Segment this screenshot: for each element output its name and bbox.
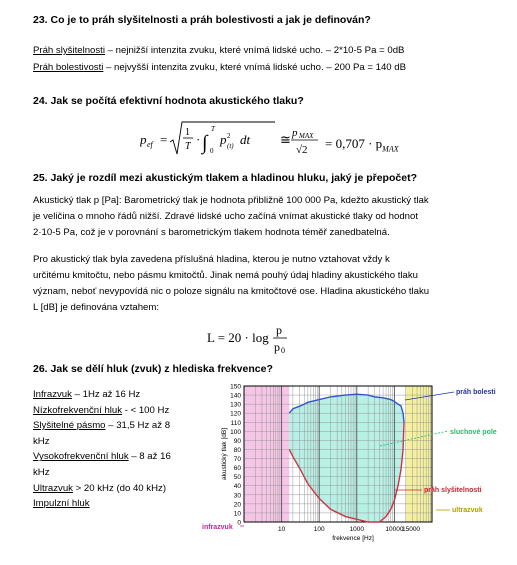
level-formula: [205, 318, 315, 356]
rms-dt: dt: [240, 132, 251, 147]
rms-pmax-sub: MAX: [299, 132, 314, 140]
level-formula-den: p: [274, 340, 280, 354]
y-axis-label: akustický tlak [dB]: [221, 427, 228, 481]
y-tick-label: 140: [230, 392, 241, 400]
rms-integrand-sup: 2: [227, 132, 231, 140]
y-tick-label: 40: [233, 483, 241, 491]
list-item: kHz: [33, 435, 50, 447]
list-item: Ultrazvuk > 20 kHz (do 40 kHz): [33, 482, 167, 494]
y-tick-label: 120: [230, 410, 241, 418]
rms-integrand-sub: (t): [227, 142, 234, 150]
list-item: Infrazvuk – 1Hz až 16 Hz: [33, 389, 141, 400]
rms-int-upper: T: [211, 125, 215, 133]
infrasound-annotation: infrazvuk: [202, 524, 233, 531]
hearing-field-chart: [200, 378, 515, 558]
y-tick-label: 20: [233, 501, 241, 509]
q24-heading: 24. Jak se počítá efektivní hodnota akustického tlaku?: [33, 95, 304, 107]
x-axis-label: frekvence [Hz]: [332, 535, 374, 542]
q25-p1-line: je veličina o mnoho řádů nižší. Zdravé lidské ucho začíná vnímat akustické tlaky od hodnot: [33, 211, 419, 222]
y-tick-label: 100: [230, 428, 241, 436]
q23-line1: [33, 44, 404, 58]
svg-text:·: ·: [196, 132, 201, 147]
rms-int-lower: 0: [210, 147, 214, 155]
term-hearing-threshold: Práh slyšitelnosti: [33, 45, 105, 56]
q23-line2-text: – nejvyšší intenzita zvuku, které vnímá lidské ucho. – 200 Pa = 140 dB: [103, 62, 407, 73]
x-tick-label: 15000: [401, 526, 421, 533]
q25-paragraph-2: [33, 253, 461, 315]
y-tick-label: 70: [233, 456, 241, 464]
y-tick-label: 110: [230, 419, 241, 427]
q25-paragraph-1: [33, 194, 461, 240]
rms-frac-one: 1: [185, 127, 190, 138]
pain-threshold-annotation: práh bolesti: [456, 389, 496, 396]
x-tick-label: 1000: [349, 526, 365, 533]
y-tick-label: 50: [233, 474, 241, 482]
term-pain-threshold: Práh bolestivosti: [33, 62, 104, 73]
level-formula-lhs: L = 20 · log: [207, 330, 269, 345]
hearing-threshold-annotation: práh slyšitelnosti: [424, 487, 482, 494]
list-item: Slyšitelné pásmo – 31,5 Hz až 8: [33, 420, 171, 432]
ultrasound-annotation: ultrazvuk: [452, 507, 483, 514]
rms-integrand: p: [220, 132, 227, 147]
y-tick-label: 30: [233, 492, 241, 500]
q25-p2-line: určitému kmitočtu, nebo pásmu kmitočtů. Jinak nemá pouhý údaj hladiny akustického tlaku: [33, 270, 419, 281]
q23-heading: 23. Co je to práh slyšitelnosti a práh bolestivosti a jak je definován?: [33, 14, 371, 26]
ultrasound-band: [406, 386, 432, 522]
y-tick-label: 0: [237, 519, 241, 527]
q25-p2-line: L [dB] je definována vztahem:: [33, 302, 160, 313]
q23-line1-text: – nejnižší intenzita zvuku, které vnímá lidské ucho. – 2*10-5 Pa = 0dB: [104, 45, 405, 56]
list-item: Vysokofrekvenční hluk – 8 až 16: [33, 451, 171, 463]
y-tick-label: 60: [233, 465, 241, 473]
y-tick-label: 90: [233, 437, 241, 445]
rms-result-text: = 0,707 · p: [325, 136, 383, 151]
rms-approx: ≅: [280, 132, 291, 147]
rms-frac-T: T: [185, 141, 191, 152]
x-tick-label: 10: [277, 526, 286, 533]
q25-p2-line: význam, neboť nevypovídá nic o poloze signálu na kmitočtové ose. Hladina akustického tlaku: [33, 286, 430, 297]
y-tick-label: 150: [230, 383, 241, 391]
x-tick-label: 100: [313, 526, 325, 533]
svg-text:∫: ∫: [202, 132, 208, 154]
q25-p1-line: 2·10-5 Pa, což je v porovnání s barometrickým tlakem hodnota téměř zanedbatelná.: [33, 227, 390, 238]
rms-pmax: p: [292, 127, 298, 139]
list-item: Impulzní hluk: [33, 498, 90, 510]
y-tick-label: 10: [233, 510, 241, 518]
svg-text:=: =: [160, 132, 168, 147]
noise-categories-list: [33, 387, 193, 512]
q25-p1-line: Akustický tlak p [Pa]: Barometrický tlak je hodnota přibližně 100 000 Pa, kdežto akustický tlak: [33, 195, 429, 206]
rms-result: [325, 136, 399, 154]
rms-lhs: p: [140, 132, 147, 147]
level-formula-num: p: [276, 323, 282, 337]
list-item: kHz: [33, 466, 50, 478]
q26-heading: 26. Jak se dělí hluk (zvuk) z hlediska frekvence?: [33, 363, 273, 375]
q25-p2-line: Pro akustický tlak byla zavedena příslušná hladina, kterou je nutno vztahovat vždy k: [33, 254, 390, 265]
level-formula-den-sub: 0: [281, 346, 285, 355]
rms-sqrt2: √2: [296, 144, 308, 156]
q23-line2: [33, 61, 406, 75]
rms-result-sub: MAX: [382, 144, 399, 154]
rms-lhs-sub: ef: [147, 140, 153, 149]
hearing-field-annotation: sluchové pole: [450, 429, 497, 436]
x-tick-label: 10000: [385, 526, 404, 533]
q25-heading: 25. Jaký je rozdíl mezi akustickým tlakem a hladinou hluku, jaký je přepočet?: [33, 172, 417, 184]
y-tick-label: 130: [230, 401, 241, 409]
y-tick-label: 80: [233, 446, 241, 454]
list-item: Nízkofrekvenční hluk - < 100 Hz: [33, 404, 170, 416]
